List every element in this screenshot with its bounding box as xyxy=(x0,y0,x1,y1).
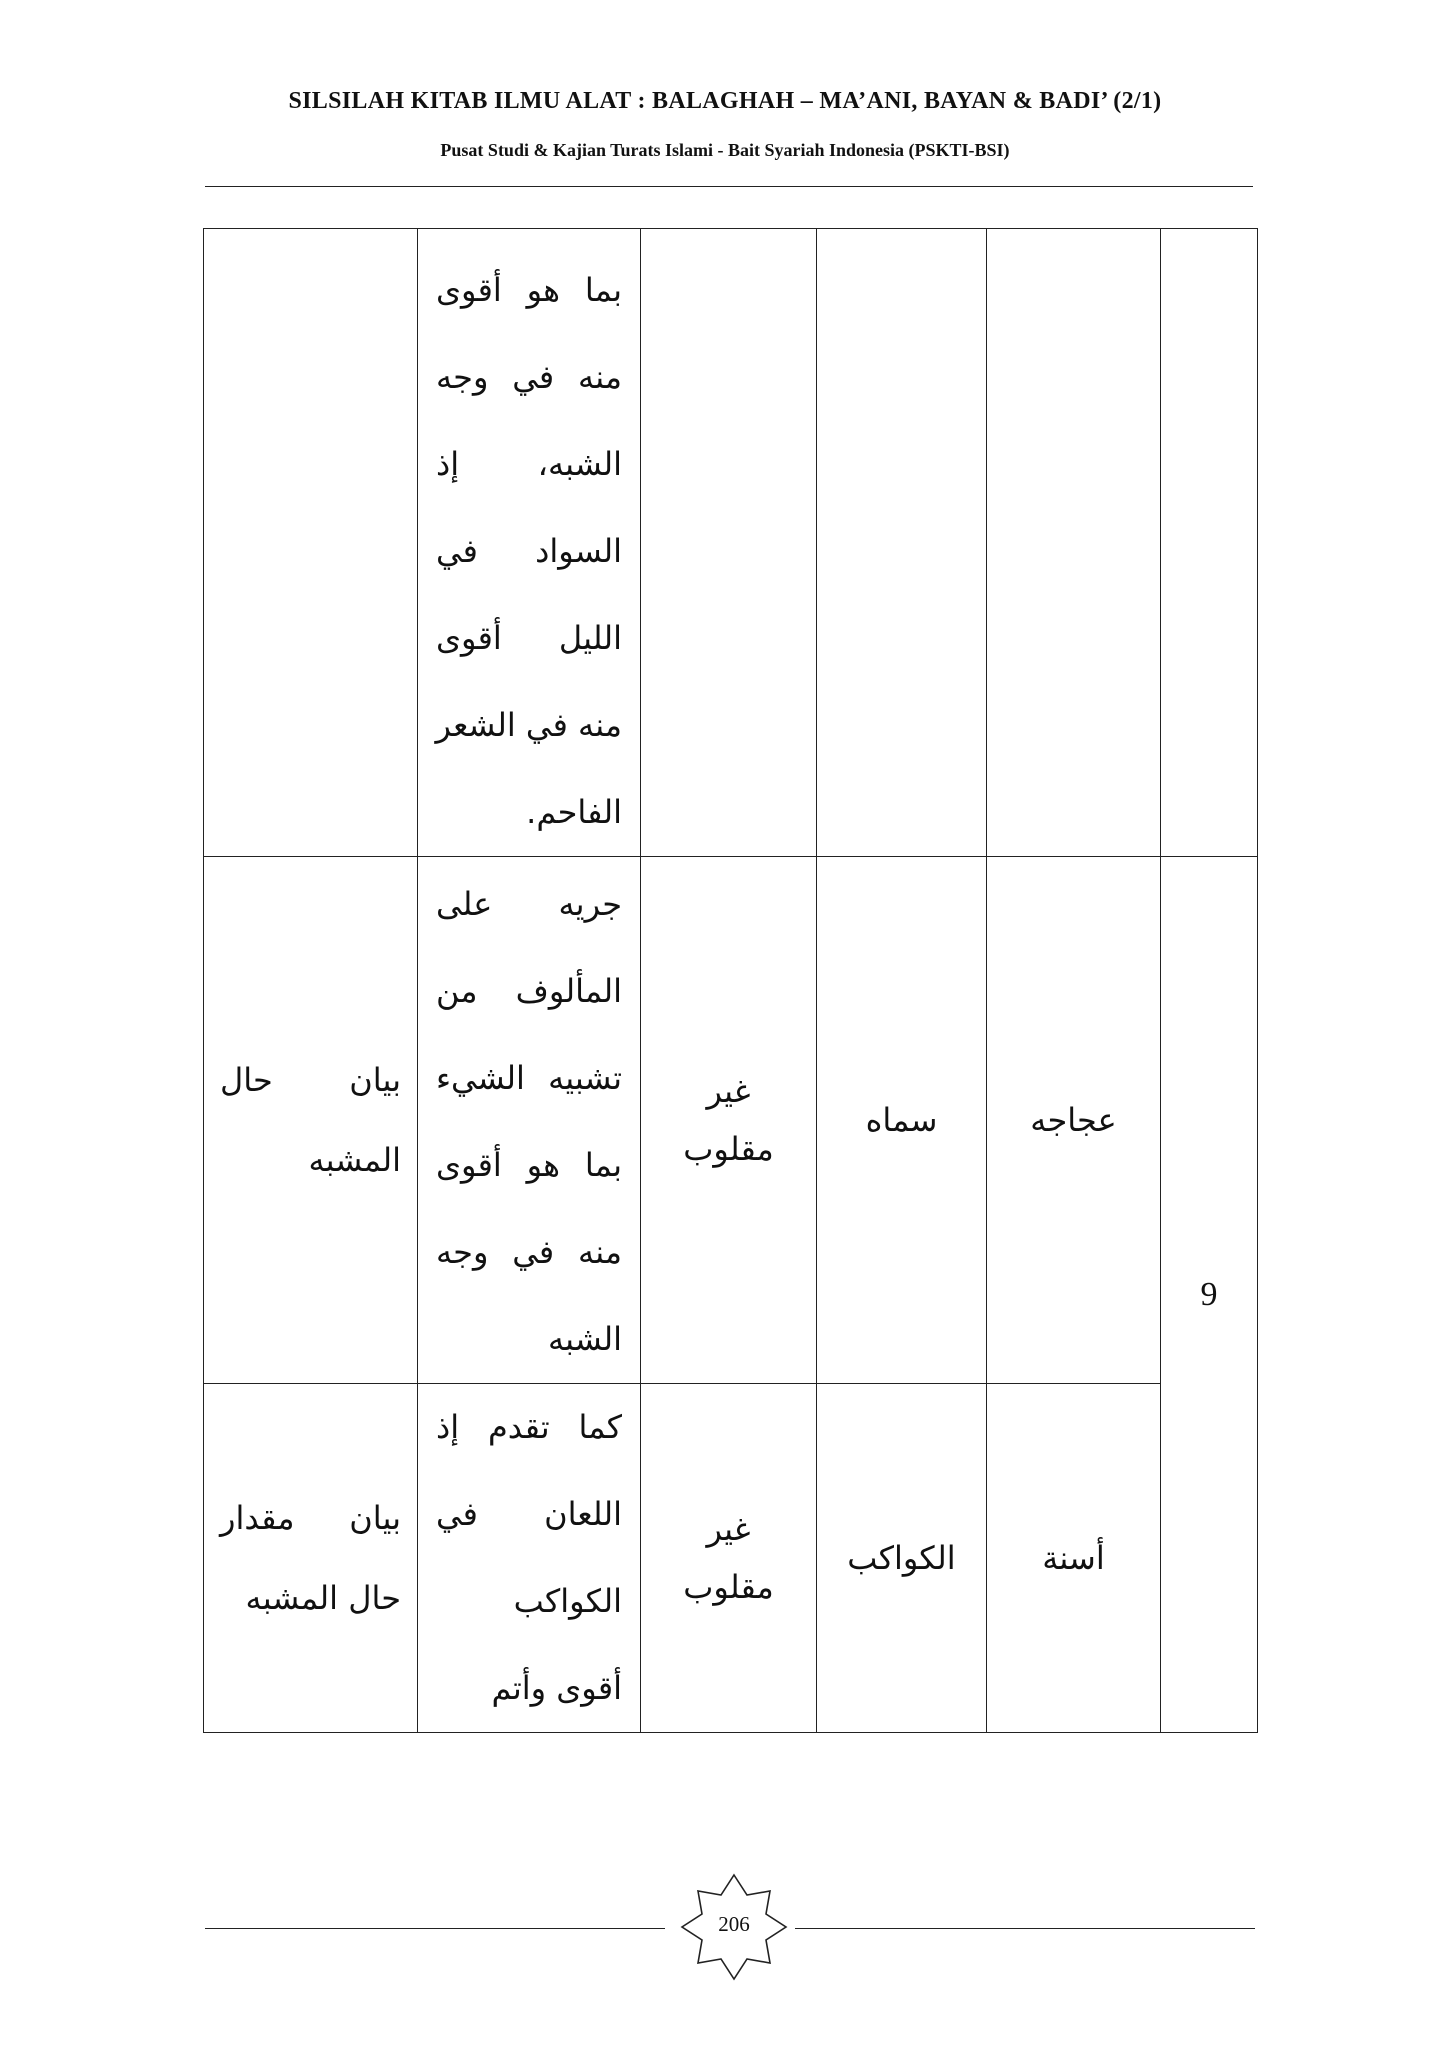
text-line: كما تقدم إذ xyxy=(436,1408,622,1446)
text-line: منه في وجه xyxy=(436,358,622,396)
mushabbah-bih-cell xyxy=(817,229,987,857)
text-line: الشبه xyxy=(548,1320,622,1358)
text-line: أقوى وأتم xyxy=(491,1669,622,1707)
header-divider xyxy=(205,186,1253,187)
mushabbah-cell: عجاجه xyxy=(987,857,1161,1384)
explanation-cell xyxy=(418,857,641,1384)
text-line: السواد في xyxy=(436,532,622,570)
table-row xyxy=(204,857,1258,1384)
text-line: الكواكب xyxy=(513,1582,622,1620)
explanation-cell xyxy=(418,229,641,857)
text-line: حال المشبه xyxy=(245,1579,401,1617)
text-line: المألوف من xyxy=(436,972,622,1010)
text-line: بيان حال xyxy=(220,1061,401,1099)
mushabbah-bih-cell: سماه xyxy=(817,857,987,1384)
type-line: مقلوب xyxy=(683,1568,774,1606)
text-line: بما هو أقوى xyxy=(436,1146,622,1184)
footer-divider-left xyxy=(205,1928,665,1929)
text-line: الليل أقوى xyxy=(436,619,622,657)
text-line: الفاحم. xyxy=(526,793,622,831)
type-line: غير xyxy=(706,1072,751,1110)
text-line: تشبيه الشيء xyxy=(436,1059,622,1097)
type-cell xyxy=(641,857,817,1384)
mushabbah-cell: أسنة xyxy=(987,1384,1161,1733)
purpose-cell xyxy=(204,229,418,857)
mushabbah-bih-cell: الكواكب xyxy=(817,1384,987,1733)
type-line: مقلوب xyxy=(683,1130,774,1168)
balaghah-table xyxy=(203,228,1258,1733)
text-line: بما هو أقوى xyxy=(436,271,622,309)
type-line: غير xyxy=(706,1510,751,1548)
table-row xyxy=(204,1384,1258,1733)
text-line: منه في الشعر xyxy=(435,706,622,744)
footer-divider-right xyxy=(795,1928,1255,1929)
page-number: 206 xyxy=(718,1912,750,1936)
purpose-cell xyxy=(204,1384,418,1733)
text-line: جريه على xyxy=(436,885,622,923)
number-cell: 9 xyxy=(1161,857,1258,1733)
header-title: SILSILAH KITAB ILMU ALAT : BALAGHAH – MA’ANI, BAYAN & BADI’ (2/1) xyxy=(288,88,1162,114)
explanation-cell xyxy=(418,1384,641,1733)
header-subtitle: Pusat Studi & Kajian Turats Islami - Bait Syariah Indonesia (PSKTI-BSI) xyxy=(440,140,1010,160)
text-line: بيان مقدار xyxy=(220,1499,401,1537)
mushabbah-cell xyxy=(987,229,1161,857)
table-row xyxy=(204,229,1258,857)
type-cell xyxy=(641,1384,817,1733)
text-line: اللعان في xyxy=(436,1495,622,1533)
type-cell xyxy=(641,229,817,857)
number-cell xyxy=(1161,229,1258,857)
text-line: منه في وجه xyxy=(436,1233,622,1271)
purpose-cell xyxy=(204,857,418,1384)
text-line: الشبه، إذ xyxy=(436,445,622,483)
text-line: المشبه xyxy=(308,1141,401,1179)
